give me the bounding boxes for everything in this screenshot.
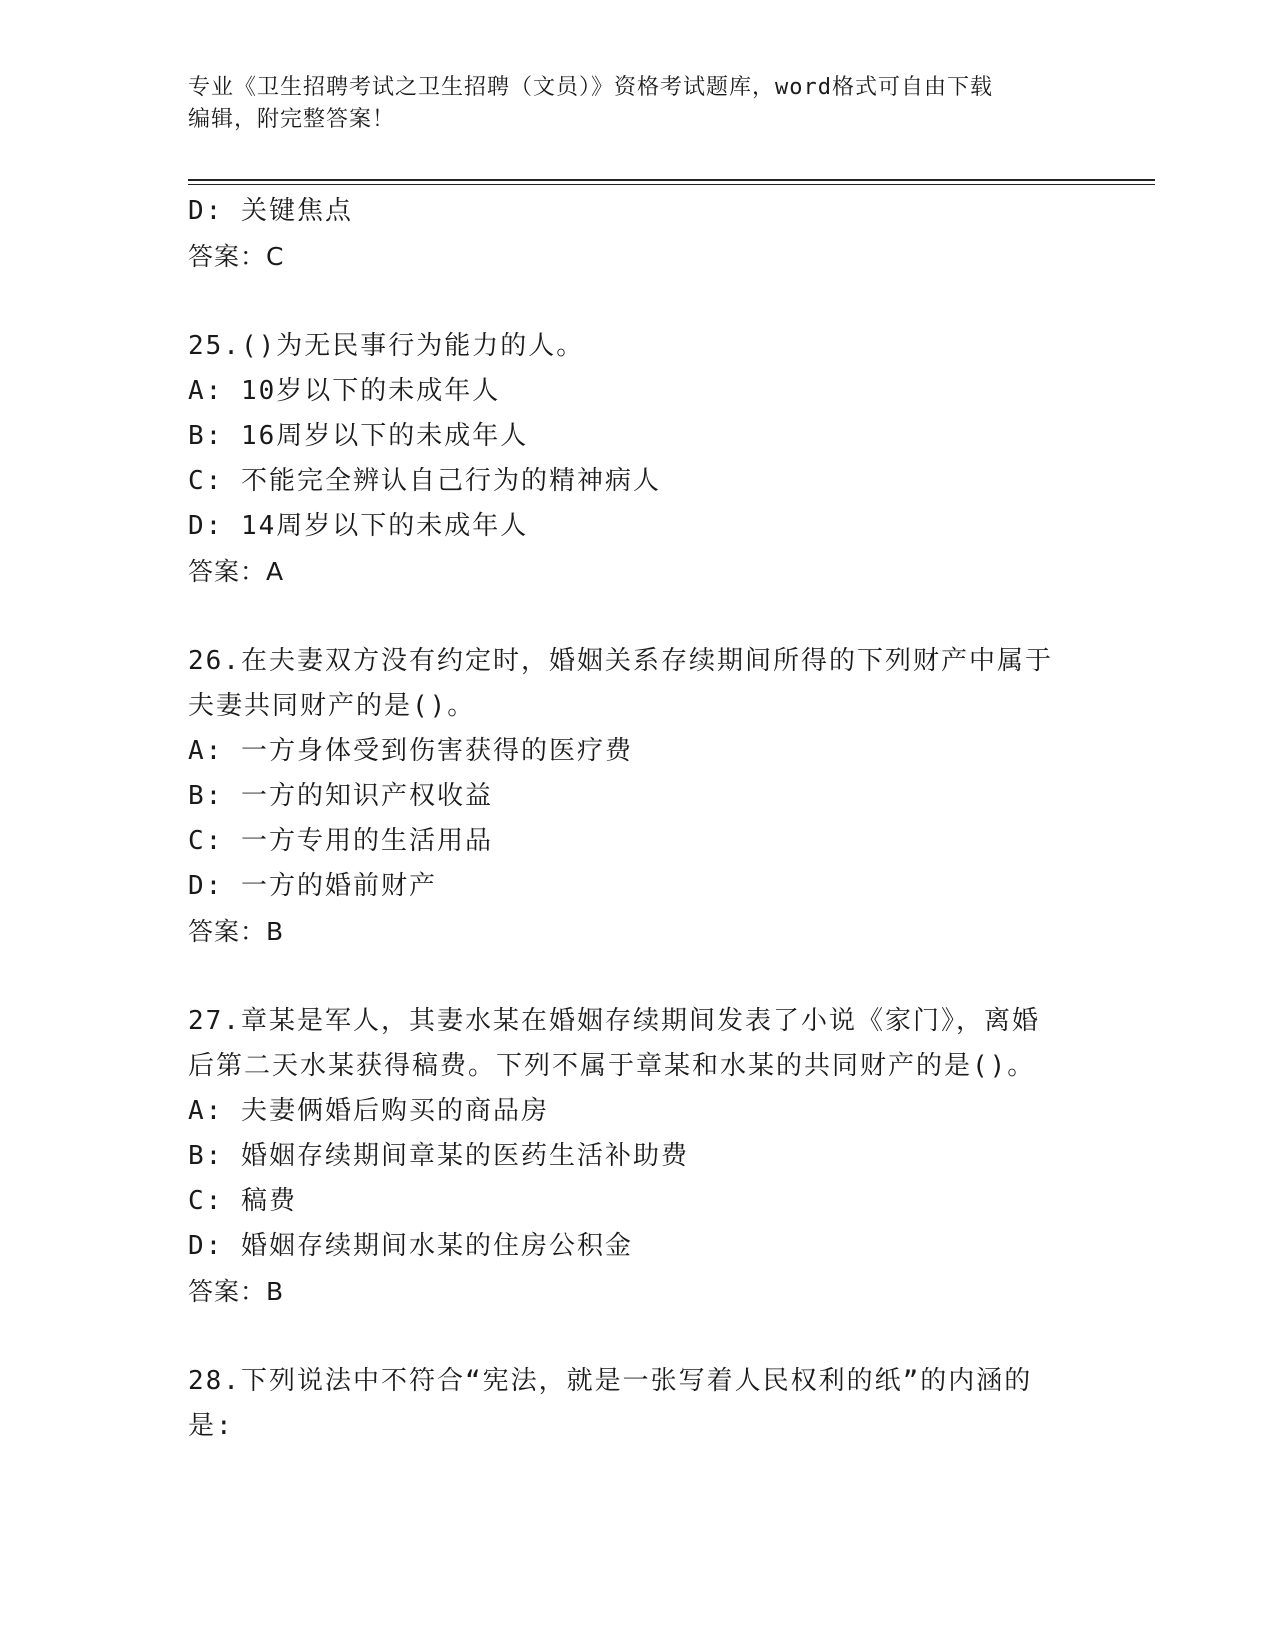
question-text: 28.下列说法中不符合“宪法，就是一张写着人民权利的纸”的内涵的: [188, 1366, 1033, 1396]
option-b: B: 16周岁以下的未成年人: [188, 421, 529, 451]
question-text-cont: 夫妻共同财产的是()。: [188, 691, 476, 721]
question-text: 25.()为无民事行为能力的人。: [188, 331, 585, 361]
spacer: [188, 279, 1088, 324]
option-c: C: 稿费: [188, 1186, 297, 1216]
question-28: [188, 1359, 1088, 1449]
question-text-cont: 后第二天水某获得稿费。下列不属于章某和水某的共同财产的是()。: [188, 1051, 1036, 1081]
spacer: [188, 594, 1088, 639]
option-a: A: 夫妻俩婚后购买的商品房: [188, 1096, 549, 1126]
option-c: C: 一方专用的生活用品: [188, 826, 493, 856]
question-26: [188, 639, 1088, 954]
answer: 答案：B: [188, 917, 285, 946]
document-body: [188, 189, 1088, 1449]
option-b: B: 一方的知识产权收益: [188, 781, 493, 811]
header-divider-thin: [188, 184, 1155, 185]
spacer: [188, 954, 1088, 999]
option-d: D: 14周岁以下的未成年人: [188, 511, 529, 541]
prev-answer: 答案：C: [188, 242, 285, 271]
answer: 答案：B: [188, 1277, 285, 1306]
option-a: A: 10岁以下的未成年人: [188, 376, 501, 406]
question-text-cont: 是:: [188, 1411, 234, 1441]
question-text: 26.在夫妻双方没有约定时，婚姻关系存续期间所得的下列财产中属于: [188, 646, 1053, 676]
header-divider-thick: [188, 179, 1155, 181]
answer: 答案：A: [188, 557, 285, 586]
question-text: 27.章某是军人，其妻水某在婚姻存续期间发表了小说《家门》，离婚: [188, 1006, 1040, 1036]
option-d: D: 一方的婚前财产: [188, 871, 437, 901]
spacer: [188, 1314, 1088, 1359]
option-a: A: 一方身体受到伤害获得的医疗费: [188, 736, 633, 766]
option-b: B: 婚姻存续期间章某的医药生活补助费: [188, 1141, 689, 1171]
question-25: [188, 324, 1088, 594]
header-line-1: 专业《卫生招聘考试之卫生招聘（文员）》资格考试题库，word格式可自由下载: [188, 75, 993, 100]
header-line-2: 编辑，附完整答案！: [188, 107, 396, 132]
option-d: D: 婚姻存续期间水某的住房公积金: [188, 1231, 633, 1261]
document-header: [188, 72, 1088, 136]
prev-option-d: D: 关键焦点: [188, 196, 353, 226]
question-27: [188, 999, 1088, 1314]
option-c: C: 不能完全辨认自己行为的精神病人: [188, 466, 661, 496]
